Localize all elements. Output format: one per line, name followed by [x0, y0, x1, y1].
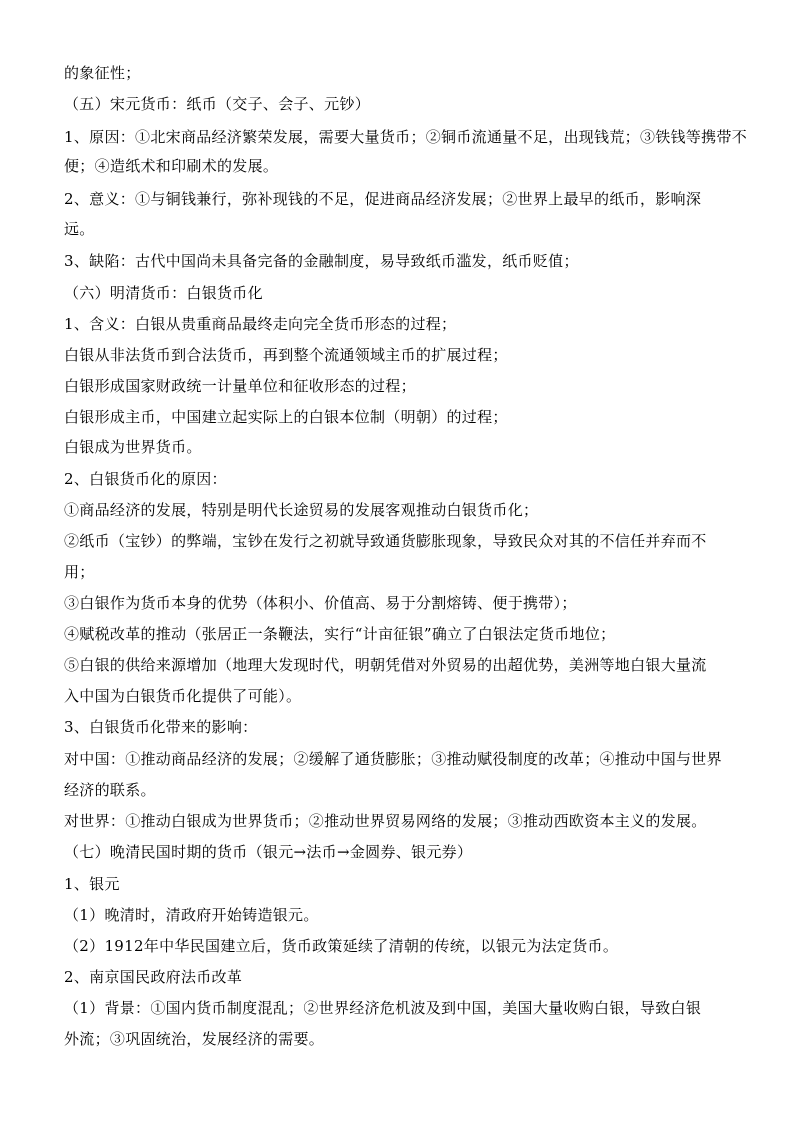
text-line: 便；④造纸术和印刷术的发展。	[64, 157, 279, 175]
text-line: 白银成为世界货币。	[64, 438, 202, 456]
text-line: 1、含义：白银从贵重商品最终走向完全货币形态的过程；	[64, 315, 457, 333]
text-line: （1）背景：①国内货币制度混乱；②世界经济危机波及到中国，美国大量收购白银，导致白银	[64, 999, 702, 1017]
text-line: 白银形成主币，中国建立起实际上的白银本位制（明朝）的过程；	[64, 408, 508, 426]
text-line: 1、银元	[64, 875, 120, 893]
text-line: （1）晚清时，清政府开始铸造银元。	[64, 906, 319, 924]
text-line: 对世界：①推动白银成为世界货币；②推动世界贸易网络的发展；③推动西欧资本主义的发展。	[64, 812, 707, 830]
section-heading: （六）明清货币：白银货币化	[64, 284, 263, 302]
text-line: 经济的联系。	[64, 781, 156, 799]
text-line: ④赋税改革的推动（张居正一条鞭法，实行“计亩征银”确立了白银法定货币地位；	[64, 625, 616, 643]
text-line: 2、白银货币化的原因：	[64, 470, 227, 488]
text-line: 3、缺陷：古代中国尚未具备完备的金融制度，易导致纸币滥发，纸币贬值；	[64, 252, 579, 270]
text-line: 用；	[64, 563, 95, 581]
text-line: 对中国：①推动商品经济的发展；②缓解了通货膨胀；③推动赋役制度的改革；④推动中国与世界	[64, 750, 722, 768]
text-line: 1、原因：①北宋商品经济繁荣发展，需要大量货币；②铜币流通量不足，出现钱荒；③铁钱等携带不	[64, 128, 748, 146]
text-line: 3、白银货币化带来的影响：	[64, 718, 258, 736]
text-line: 远。	[64, 220, 95, 238]
text-line: ②纸币（宝钞）的弊端，宝钞在发行之初就导致通货膨胀现象，导致民众对其的不信任并弃而不	[64, 532, 707, 550]
text-line: 白银从非法货币到合法货币，再到整个流通领域主币的扩展过程；	[64, 346, 508, 364]
text-line: ⑤白银的供给来源增加（地理大发现时代，明朝凭借对外贸易的出超优势，美洲等地白银大量流	[64, 656, 707, 674]
text-line: 2、意义：①与铜钱兼行，弥补现钱的不足，促进商品经济发展；②世界上最早的纸币，影响深	[64, 190, 702, 208]
text-line: 外流；③巩固统治，发展经济的需要。	[64, 1030, 325, 1048]
text-line: 入中国为白银货币化提供了可能）。	[64, 687, 302, 705]
section-heading: （五）宋元货币：纸币（交子、会子、元钞）	[64, 95, 371, 113]
text-line: ③白银作为货币本身的优势（体积小、价值高、易于分割熔铸、便于携带）；	[64, 594, 577, 612]
text-line: ①商品经济的发展，特别是明代长途贸易的发展客观推动白银货币化；	[64, 501, 539, 519]
text-line: 的象征性；	[64, 64, 141, 82]
section-heading: （七）晚清民国时期的货币（银元→法币→金圆券、银元券）	[64, 843, 473, 861]
text-line: 2、南京国民政府法币改革	[64, 968, 243, 986]
text-line: （2）1912年中华民国建立后，货币政策延续了清朝的传统，以银元为法定货币。	[64, 937, 619, 955]
text-line: 白银形成国家财政统一计量单位和征收形态的过程；	[64, 377, 416, 395]
